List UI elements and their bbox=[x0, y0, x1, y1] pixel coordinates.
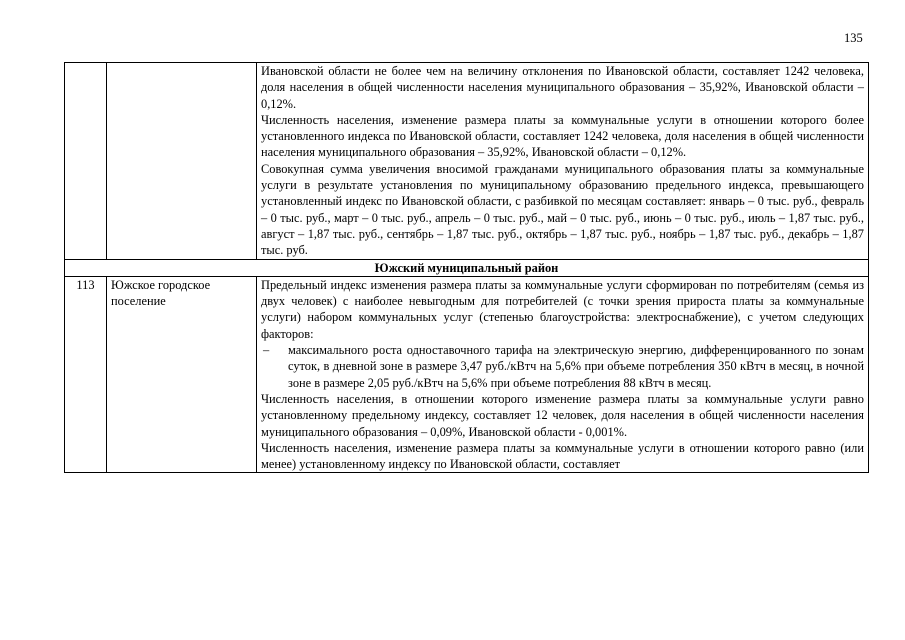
row-number-cell bbox=[65, 63, 107, 260]
description-cell bbox=[257, 63, 869, 260]
paragraph: Численность населения, изменение размера платы за коммунальные услуги в отношении которого более установленного индекса по Ивановской области, составляет 1242 человека, доля населения в общей численности населения муниципального образования – 35,92%, Ивановской области – 0,12%. bbox=[261, 112, 864, 160]
municipality-cell bbox=[107, 63, 257, 260]
paragraph: Численность населения, в отношении которого изменение размера платы за коммунальные услуги равно установленному предельному индексу, составляет 12 человек, доля населения в общей численности населения муниципального образования – 0,09%, Ивановской области - 0,001%. bbox=[261, 391, 864, 439]
paragraph: Численность населения, изменение размера платы за коммунальные услуги в отношении которого равно (или менее) установленному индексу по Ивановской области, составляет bbox=[261, 440, 864, 472]
paragraph: Предельный индекс изменения размера платы за коммунальные услуги сформирован по потребителям (семья из двух человек) с наиболее невыгодным для потребителей (с точки зрения прироста платы за коммунальные услуги) набором коммунальных услуг (степенью благоустройства: электроснабжение), с учетом следующих факторов: bbox=[261, 277, 864, 341]
section-header-row bbox=[65, 259, 869, 276]
page-number: 135 bbox=[844, 31, 863, 45]
description-cell bbox=[257, 276, 869, 473]
municipality-cell: Южское городское поселение bbox=[107, 276, 257, 473]
paragraph: Ивановской области не более чем на величину отклонения по Ивановской области, составляет 1242 человека, доля населения в общей численности населения муниципального образования – 35,92%, Ивановской области – 0,12%. bbox=[261, 64, 864, 111]
section-header: Южский муниципальный район bbox=[65, 259, 869, 276]
list-item: – максимального роста одноставочного тарифа на электрическую энергию, дифференцированного по зонам суток, в дневной зоне в размере 3,47 руб./кВтч на 5,6% при объеме потребления 350 кВтч в месяц, в ночной зоне в размере 2,05 руб./кВтч на 5,6% при объеме потребления 88 кВтч в месяц. bbox=[261, 342, 864, 391]
table-row bbox=[65, 63, 869, 260]
paragraph: Совокупная сумма увеличения вносимой гражданами муниципального образования платы за коммунальные услуги в результате установления по муниципальному образованию предельного индекса, превышающего установленный индекс по Ивановской области, с разбивкой по месяцам составляет: январь – 0 тыс. руб., февраль – 0 тыс. руб., март – 0 тыс. руб., апрель – 0 тыс. руб., май – 0 тыс. руб., июнь – 0 тыс. руб., июль – 1,87 тыс. руб., август – 1,87 тыс. руб., сентябрь – 1,87 тыс. руб., октябрь – 1,87 тыс. руб., ноябрь – 1,87 тыс. руб., декабрь – 1,87 тыс. руб. bbox=[261, 161, 864, 258]
document-table bbox=[64, 62, 869, 473]
factor-list bbox=[261, 342, 864, 391]
table-row bbox=[65, 276, 869, 473]
row-number-cell: 113 bbox=[65, 276, 107, 473]
